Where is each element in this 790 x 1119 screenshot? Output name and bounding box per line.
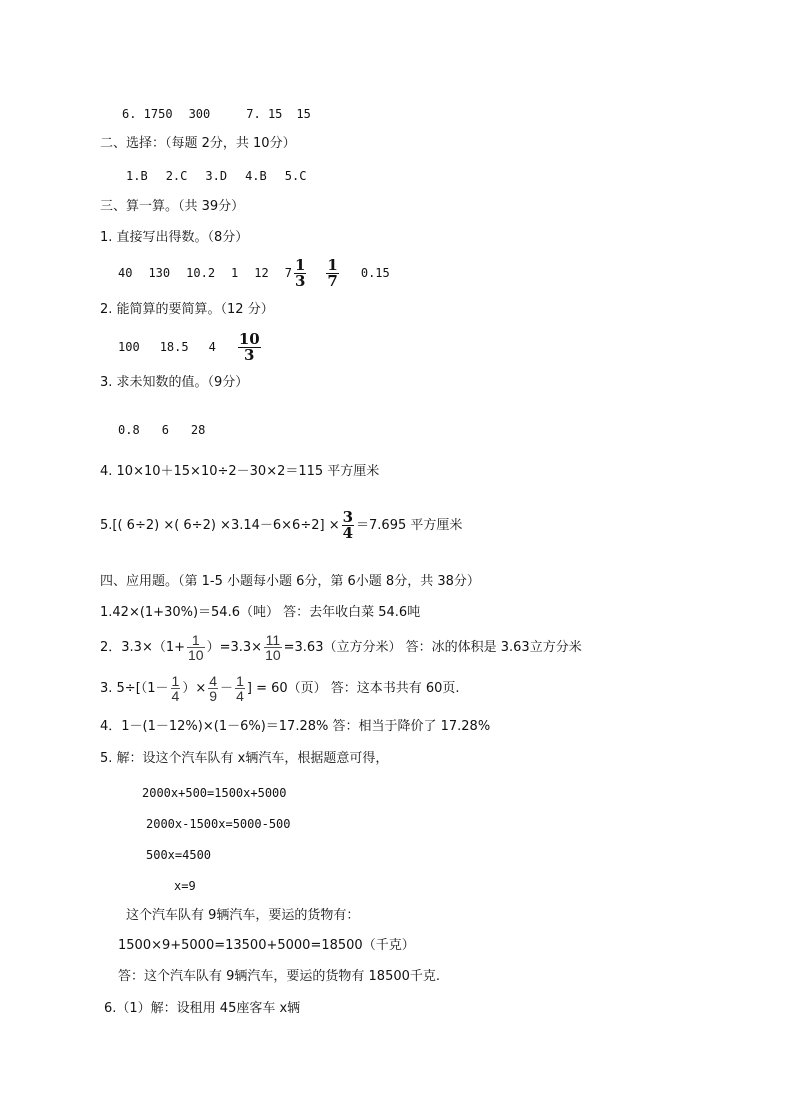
fraction: [342, 510, 354, 541]
denominator: 4: [236, 688, 244, 704]
section4-q5-answer: 答：这个汽车队有 9辆汽车，要运的货物有 18500千克.: [118, 969, 441, 984]
result: =3.63（立方分米） 答：冰的体积是 3.63立方分米: [283, 640, 582, 655]
result: ＝7.695 平方厘米: [356, 518, 463, 533]
numerator: 1: [171, 673, 180, 689]
value: 0.8: [118, 423, 140, 437]
denominator: 3: [294, 272, 306, 290]
value: 28: [190, 423, 206, 437]
equation-line: x=9: [174, 879, 196, 893]
section2-title: 二、选择：（每题 2分，共 10分）: [100, 136, 296, 151]
denominator: 9: [209, 688, 218, 704]
choice-answer: 3.D: [205, 169, 228, 183]
mixed-whole: 7: [284, 266, 292, 280]
section4-q5-calc: 1500×9+5000=13500+5000=18500（千克）: [118, 938, 415, 953]
expression: 3. 5÷[（1－: [100, 681, 169, 696]
section4-q2: [100, 630, 582, 666]
section4-title: 四、应用题。（第 1-5 小题每小题 6分，第 6小题 8分，共 38分）: [100, 574, 480, 589]
numerator: 3: [342, 508, 354, 526]
expression: 5.[( 6÷2) ×( 6÷2) ×3.14－6×6÷2] ×: [100, 518, 340, 533]
value: 10.2: [186, 266, 216, 280]
value: 40: [118, 266, 133, 280]
numerator: 10: [238, 330, 260, 348]
section4-q6: 6.（1）解：设租用 45座客车 x辆: [104, 1001, 301, 1016]
denominator: 4: [342, 524, 354, 542]
value: 100: [118, 340, 140, 354]
denominator: 4: [171, 688, 180, 704]
value: 4: [208, 340, 216, 354]
value: 12: [254, 266, 269, 280]
section3-title: 三、算一算。（共 39分）: [100, 199, 245, 214]
expression: 2．3.3×（1+: [100, 640, 186, 655]
equation-line: 2000x+500=1500x+5000: [142, 786, 287, 800]
section3-p2-answers: [118, 330, 263, 364]
value: 1: [231, 266, 239, 280]
section3-p1-title: 1. 直接写出得数。（8分）: [100, 230, 249, 245]
value: 6: [161, 423, 169, 437]
section3-p4: 4. 10×10＋15×10÷2－30×2＝115 平方厘米: [100, 464, 380, 479]
fraction: [187, 633, 205, 662]
section3-p3-answers: [118, 422, 205, 438]
section3-p3-title: 3. 求未知数的值。（9分）: [100, 375, 249, 390]
fraction: [208, 674, 218, 703]
numerator: 4: [209, 673, 218, 689]
fraction: [171, 674, 181, 703]
fraction: [235, 674, 245, 703]
numerator: 1: [294, 256, 306, 274]
fraction: [238, 332, 261, 363]
choice-answer: 5.C: [284, 169, 307, 183]
fill-answers-row: [122, 106, 311, 122]
section3-p5: [100, 508, 462, 544]
fraction: [326, 258, 338, 289]
value: 130: [148, 266, 171, 280]
numerator: 1: [236, 673, 244, 689]
numerator: 1: [327, 256, 338, 274]
fraction: [264, 633, 282, 662]
choice-answer: 2.C: [165, 169, 188, 183]
section4-q5-statement: 这个汽车队有 9辆汽车，要运的货物有：: [126, 908, 360, 923]
section4-q3: [100, 671, 460, 707]
value: 18.5: [159, 340, 189, 354]
denominator: 3: [244, 346, 255, 364]
section4-q1: 1.42×(1+30%)＝54.6（吨） 答：去年收白菜 54.6吨: [100, 605, 421, 620]
result: ] = 60（页） 答：这本书共有 60页.: [246, 681, 460, 696]
section3-p1-answers: [118, 256, 390, 290]
section4-q5-intro: 5. 解：设这个汽车队有 x辆汽车，根据题意可得，: [100, 751, 389, 766]
section2-answers: [126, 168, 306, 184]
equation-line: 500x=4500: [146, 848, 212, 862]
numerator: 1: [191, 632, 200, 648]
numerator: 11: [265, 632, 281, 648]
denominator: 10: [188, 647, 204, 663]
mixed-fraction: [294, 258, 306, 289]
section3-p2-title: 2. 能简算的要简算。（12 分）: [100, 302, 274, 317]
equation-line: 2000x-1500x=5000-500: [146, 817, 291, 831]
answer-q6b: 300: [188, 107, 211, 121]
answer-q7b: 15: [296, 107, 311, 121]
section4-q4: 4．1－(1－12%)×(1－6%)＝17.28% 答：相当于降价了 17.28%: [100, 719, 491, 734]
denominator: 10: [265, 647, 281, 663]
denominator: 7: [327, 272, 338, 290]
choice-answer: 4.B: [245, 169, 267, 183]
value: 0.15: [360, 266, 390, 280]
expression: ）=3.3×: [206, 640, 263, 655]
expression: －: [220, 681, 234, 696]
answer-q6: 6. 1750: [122, 107, 173, 121]
answer-q7: 7. 15: [246, 107, 283, 121]
choice-answer: 1.B: [126, 169, 148, 183]
expression: ）×: [182, 681, 207, 696]
